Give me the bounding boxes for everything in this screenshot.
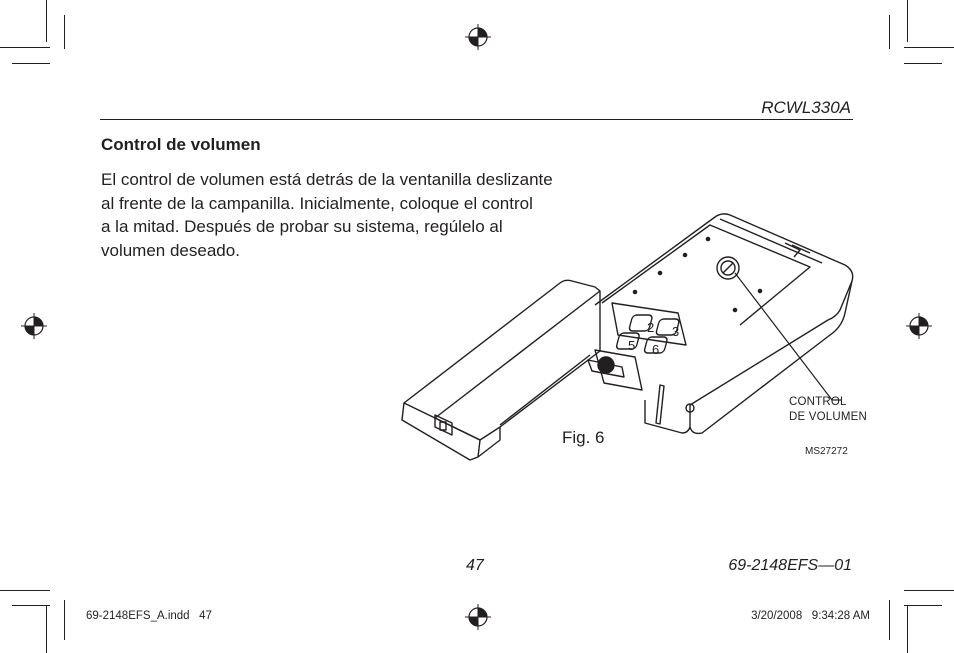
keypad-digit: 5 bbox=[628, 338, 636, 353]
body-line: al frente de la campanilla. Inicialmente, coloque el control bbox=[101, 193, 533, 213]
document-number: 69-2148EFS—01 bbox=[728, 557, 852, 574]
crop-mark bbox=[907, 606, 908, 653]
page-number: 47 bbox=[466, 557, 484, 574]
crop-mark bbox=[12, 63, 50, 64]
crop-mark bbox=[904, 605, 942, 606]
body-line: a la mitad. Después de probar su sistema, regúlelo al bbox=[101, 217, 503, 236]
crop-mark bbox=[12, 605, 50, 606]
body-line: volumen deseado. bbox=[101, 240, 240, 260]
figure-label: Fig. 6 bbox=[562, 428, 605, 447]
slug-datetime: 3/20/2008 9:34:28 AM bbox=[751, 610, 870, 622]
crop-mark bbox=[64, 600, 65, 640]
registration-mark-icon bbox=[21, 313, 47, 339]
crop-mark bbox=[904, 63, 942, 64]
crop-mark bbox=[46, 0, 47, 42]
crop-mark bbox=[907, 0, 908, 42]
registration-mark-icon bbox=[465, 604, 491, 630]
header-rule bbox=[100, 119, 853, 120]
section-heading: Control de volumen bbox=[101, 135, 261, 154]
model-number: RCWL330A bbox=[761, 98, 851, 117]
slug-filename: 69-2148EFS_A.indd 47 bbox=[86, 610, 212, 622]
crop-mark bbox=[64, 15, 65, 49]
crop-mark bbox=[0, 590, 50, 591]
registration-mark-icon bbox=[465, 24, 491, 50]
crop-mark bbox=[889, 600, 890, 640]
volume-control-callout bbox=[789, 395, 867, 425]
crop-mark bbox=[46, 606, 47, 653]
body-line: El control de volumen está detrás de la ventanilla deslizante bbox=[101, 170, 553, 189]
keypad-digit: 3 bbox=[672, 324, 680, 339]
registration-mark-icon bbox=[906, 313, 932, 339]
crop-mark bbox=[904, 47, 954, 48]
crop-mark bbox=[889, 15, 890, 49]
callout-line: CONTROL bbox=[789, 396, 847, 408]
callout-line: DE VOLUMEN bbox=[789, 411, 868, 423]
keypad-digit: 6 bbox=[652, 342, 660, 357]
keypad-digit: 2 bbox=[647, 320, 655, 335]
crop-mark bbox=[904, 590, 954, 591]
figure-code: MS27272 bbox=[805, 446, 848, 457]
crop-mark bbox=[0, 47, 50, 48]
